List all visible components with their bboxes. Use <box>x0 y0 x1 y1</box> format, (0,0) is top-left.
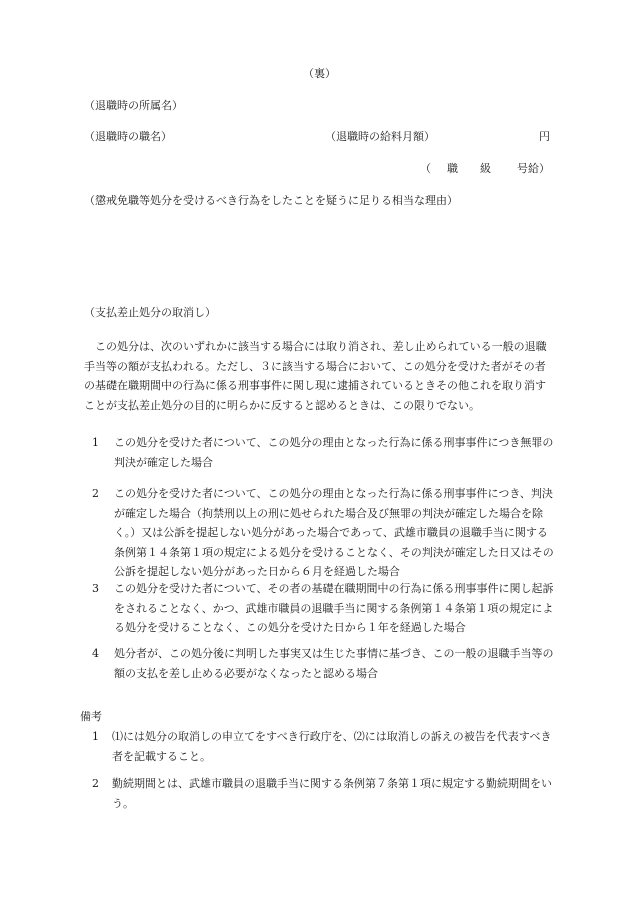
retire-salary-label: （退職時の給料月額） <box>325 130 435 143</box>
note-item <box>92 727 562 766</box>
item-number: 4 <box>92 647 99 660</box>
item-text: この処分を受けた者について、この処分の理由となった行為に係る刑事事件につき、判決が確定した場合（拘禁刑以上の刑に処せられた場合及び無罪の判決が確定した場合を除く。）又は公訴を提起しない処分があった場合であって、武雄市職員の退職手当に関する条例第１４条第１項の規定による処分を受けることなく、その判決が確定した日又はその公訴を提起しない処分があった日から６月を経過した場合 <box>114 487 554 578</box>
list-item <box>92 579 557 638</box>
notes-heading: 備考 <box>80 710 102 723</box>
note-number: 1 <box>92 730 99 743</box>
grade-kyu: 級 <box>480 162 491 175</box>
note-item <box>92 774 562 813</box>
item-number: 2 <box>92 487 99 500</box>
note-number: 2 <box>92 777 99 790</box>
cancel-heading: （支払差止処分の取消し） <box>84 306 216 319</box>
side-label: （裏） <box>303 67 336 80</box>
item-number: 1 <box>92 436 99 449</box>
item-text: この処分を受けた者について、その者の基礎在職期間中の行為に係る刑事事件に関し起訴をされることなく、かつ、武雄市職員の退職手当に関する条例第１４条第１項の規定による処分を受けることなく、この処分を受けた日から１年を経過した場合 <box>114 582 554 634</box>
item-text: 処分者が、この処分後に判明した事実又は生じた事情に基づき、この一般の退職手当等の額の支払を差し止める必要がなくなったと認める場合 <box>114 647 554 680</box>
grade-open-paren: （ <box>420 162 431 175</box>
grade-shoku: 職 <box>447 162 458 175</box>
retire-position-label: （退職時の職名） <box>84 130 172 143</box>
retire-dept-label: （退職時の所属名） <box>84 99 183 112</box>
grade-gokyu: 号給） <box>517 162 550 175</box>
item-number: 3 <box>92 582 99 595</box>
note-text: ⑴には処分の取消しの申立てをすべき行政庁を、⑵には取消しの訴えの被告を代表すべき者を記載すること。 <box>112 730 552 763</box>
reason-label: （懲戒免職等処分を受けるべき行為をしたことを疑うに足りる相当な理由） <box>84 194 458 207</box>
list-item <box>92 484 557 582</box>
list-item <box>92 433 557 472</box>
note-text: 勤続期間とは、武雄市職員の退職手当に関する条例第７条第１項に規定する勤続期間をいう。 <box>112 777 552 810</box>
yen-unit: 円 <box>539 130 550 143</box>
item-text: この処分を受けた者について、この処分の理由となった行為に係る刑事事件につき無罪の判決が確定した場合 <box>114 436 554 469</box>
intro-paragraph: この処分は、次のいずれかに該当する場合には取り消され、差し止められている一般の退職手当等の額が支払われる。ただし、３に該当する場合において、この処分を受けた者がその者の基礎在職期間中の行為に係る刑事事件に関し現に逮捕されているときその他これを取り消すことが支払差止処分の目的に明らかに反すると認めるときは、この限りでない。 <box>84 340 547 412</box>
list-item <box>92 644 557 683</box>
